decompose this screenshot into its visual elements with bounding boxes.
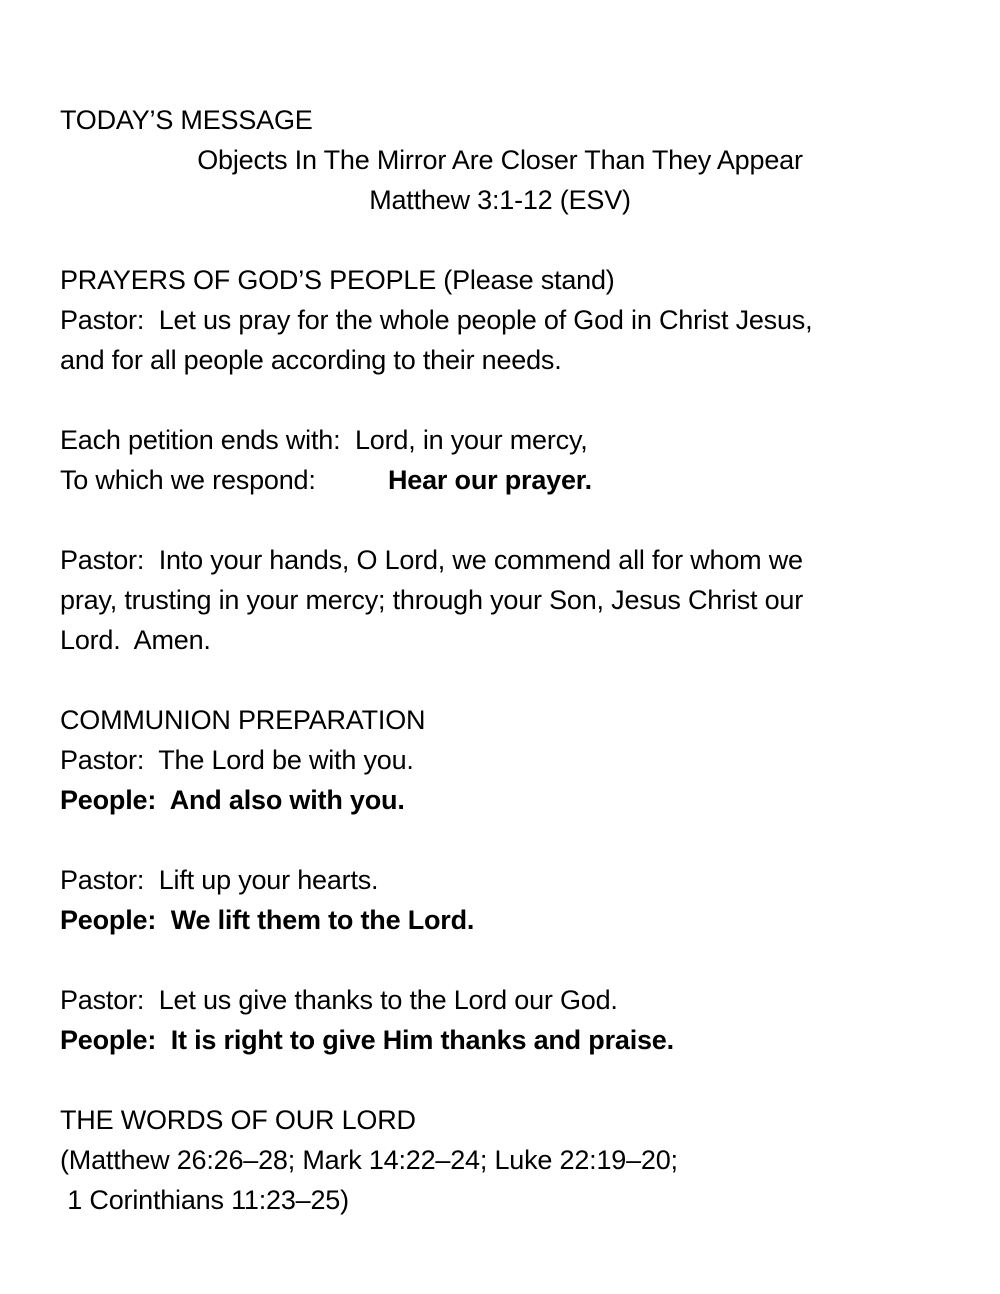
- scripture-references-line-2: 1 Corinthians 11:23–25): [60, 1185, 349, 1215]
- sermon-scripture: Matthew 3:1-12 (ESV): [369, 185, 631, 215]
- bulletin-page: [60, 100, 940, 1220]
- petition-instruction: Each petition ends with: Lord, in your mercy,: [60, 425, 588, 455]
- words-of-our-lord-section: [60, 1100, 940, 1220]
- scripture-references-line-1: (Matthew 26:26–28; Mark 14:22–24; Luke 22:19–20;: [60, 1145, 678, 1175]
- spacer: [60, 940, 940, 980]
- section-heading-prayers: PRAYERS OF GOD’S PEOPLE (Please stand): [60, 265, 615, 295]
- pastor-line: Pastor: Let us give thanks to the Lord our God.: [60, 985, 618, 1015]
- pastor-line: Pastor: Lift up your hearts.: [60, 865, 379, 895]
- spacer: [60, 500, 940, 540]
- pastor-line: Pastor: The Lord be with you.: [60, 745, 414, 775]
- prayers-closing-line-3: Lord. Amen.: [60, 625, 211, 655]
- prayers-intro-line-1: Pastor: Let us pray for the whole people of God in Christ Jesus,: [60, 305, 813, 335]
- spacer: [60, 820, 940, 860]
- people-response: People: And also with you.: [60, 785, 405, 815]
- people-response: People: It is right to give Him thanks and praise.: [60, 1025, 674, 1055]
- sermon-title: Objects In The Mirror Are Closer Than They Appear: [197, 145, 803, 175]
- people-response: People: We lift them to the Lord.: [60, 905, 475, 935]
- response-instruction: [60, 460, 940, 500]
- response-text: Hear our prayer.: [388, 465, 592, 495]
- response-label: To which we respond:: [60, 465, 316, 495]
- prayers-section: [60, 260, 940, 660]
- spacer: [60, 1060, 940, 1100]
- prayers-intro-line-2: and for all people according to their needs.: [60, 345, 562, 375]
- spacer: [60, 660, 940, 700]
- prayers-closing-line-2: pray, trusting in your mercy; through your Son, Jesus Christ our: [60, 585, 804, 615]
- todays-message-section: [60, 100, 940, 220]
- communion-section: [60, 700, 940, 1060]
- prayers-closing-line-1: Pastor: Into your hands, O Lord, we commend all for whom we: [60, 545, 803, 575]
- spacer: [60, 380, 940, 420]
- section-heading-todays-message: TODAY’S MESSAGE: [60, 105, 313, 135]
- spacer: [60, 220, 940, 260]
- section-heading-words-of-our-lord: THE WORDS OF OUR LORD: [60, 1105, 416, 1135]
- section-heading-communion: COMMUNION PREPARATION: [60, 705, 426, 735]
